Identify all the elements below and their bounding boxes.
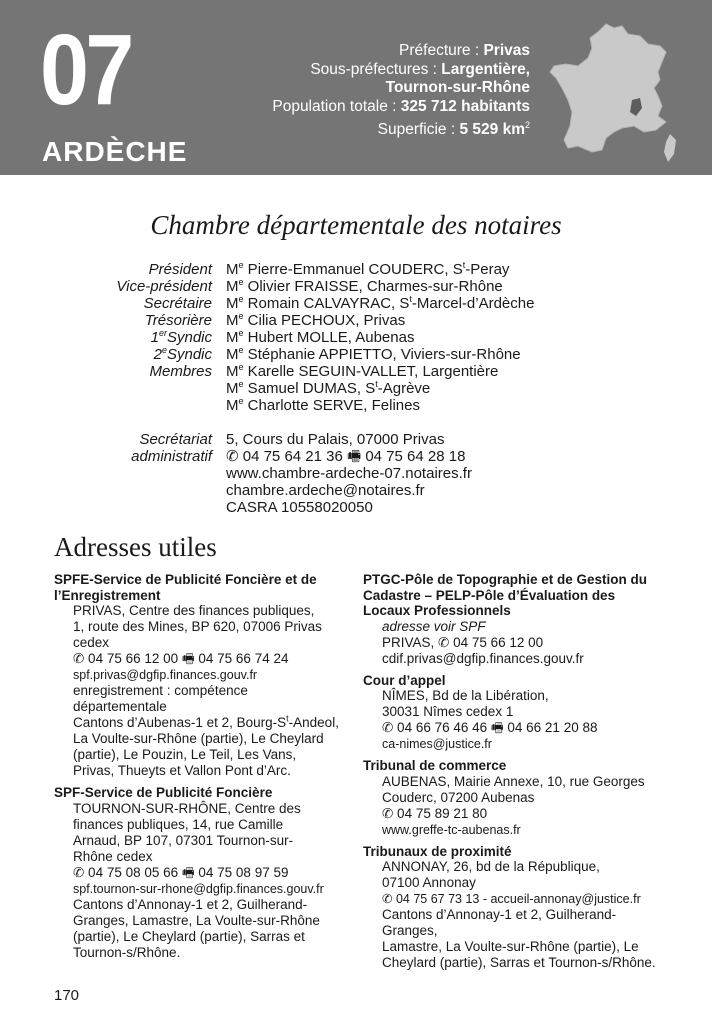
section-title: Tribunaux de proximité	[363, 843, 512, 859]
prefix-sup: e	[238, 311, 244, 321]
address-line: cedex	[73, 635, 110, 650]
member-role	[60, 397, 226, 414]
prefix-sup: e	[238, 362, 244, 372]
detail-line: Privas, Thueyts et Vallon Pont d’Arc.	[73, 763, 291, 778]
secretariat-row	[60, 431, 660, 448]
page-number: 170	[54, 987, 80, 1004]
phone-line: ✆ 04 75 67 73 13 - accueil-annonay@justice.fr	[382, 892, 641, 906]
secretariat-value: ✆ 04 75 64 21 36 🖷 04 75 64 28 18	[226, 448, 466, 465]
secretariat-row	[60, 482, 660, 499]
address-line: Arnaud, BP 107, 07301 Tournon-sur-	[73, 832, 294, 848]
prefix-sup: e	[238, 328, 244, 338]
member-row	[60, 295, 660, 312]
address-line: NÎMES, Bd de la Libération,	[382, 688, 549, 703]
population-value: 325 712 habitants	[400, 97, 530, 115]
address-line: Rhône cedex	[73, 848, 153, 864]
member-name: Me Charlotte SERVE, Felines	[226, 396, 420, 414]
secretariat-value: CASRA 10558020050	[226, 499, 373, 516]
member-name: Me Karelle SEGUIN-VALLET, Largentière	[226, 362, 499, 380]
detail-line: Cantons d’Annonay-1 et 2, Guilherand-Granges,	[382, 907, 617, 938]
address-line: PRIVAS, ✆ 04 75 66 12 00	[382, 634, 544, 650]
member-role: 1erSyndic	[150, 328, 212, 346]
member-name: Me Hubert MOLLE, Aubenas	[226, 328, 415, 346]
adresses-right-column	[363, 572, 663, 977]
section-title: SPFE-Service de Publicité Foncière et de l’Enregistrement	[54, 572, 317, 603]
section-title: SPF-Service de Publicité Foncière	[54, 785, 273, 800]
member-role: Trésorière	[144, 312, 212, 329]
superficie-value: 5 529 km	[459, 121, 525, 139]
member-role: Membres	[149, 363, 212, 380]
member-role: 2eSyndic	[153, 345, 212, 363]
spacer	[60, 414, 660, 431]
member-role	[60, 380, 226, 397]
address-line: 30031 Nîmes cedex 1	[382, 704, 514, 719]
section-title: Tribunal de commerce	[363, 758, 507, 773]
detail-line: (partie), Le Pouzin, Le Teil, Les Vans,	[73, 747, 297, 762]
detail-line: ca-nimes@justice.fr	[382, 737, 492, 751]
superficie-label: Superficie :	[377, 121, 460, 139]
address-line: 07100 Annonay	[382, 875, 476, 890]
france-map-icon	[548, 22, 680, 164]
section-body	[363, 619, 663, 667]
member-row	[60, 278, 660, 295]
header-banner	[0, 0, 712, 175]
chambre-members	[60, 261, 660, 516]
department-info	[272, 42, 530, 140]
detail-line: enregistrement : compétence	[73, 683, 248, 698]
role-sup: er	[158, 328, 167, 338]
member-row	[60, 380, 660, 397]
detail-line: Cheylard (partie), Sarras et Tournon-s/Rhône.	[382, 955, 656, 970]
section-body	[363, 688, 663, 752]
prefix-sup: e	[238, 294, 244, 304]
secretariat-value: 5, Cours du Palais, 07000 Privas	[226, 431, 445, 448]
member-row	[60, 346, 660, 363]
section-note: adresse voir SPF	[382, 618, 486, 634]
prefecture-value: Privas	[483, 42, 530, 59]
phone-line: ✆ 04 75 66 12 00 🖷 04 75 66 74 24	[73, 651, 289, 666]
chambre-title: Chambre départementale des notaires	[150, 210, 562, 240]
member-name: Me Samuel DUMAS, $S^t$-Agrève	[226, 379, 431, 397]
prefix-sup: e	[238, 379, 244, 389]
section-body	[363, 859, 663, 971]
address-line: ANNONAY, 26, bd de la République,	[382, 859, 600, 874]
address-line: AUBENAS, Mairie Annexe, 10, rue Georges	[382, 773, 645, 789]
department-number: 07	[40, 14, 131, 126]
detail-line: Tournon-s/Rhône.	[73, 944, 181, 960]
address-line: 1, route des Mines, BP 620, 07006 Privas	[73, 619, 322, 634]
sousprefectures-value-2: Tournon-sur-Rhône	[385, 79, 530, 96]
secretariat-row	[60, 448, 660, 465]
secretariat-row	[60, 465, 660, 482]
member-row	[60, 363, 660, 380]
phone-line: ✆ 04 66 76 46 46 🖷 04 66 21 20 88	[382, 720, 598, 735]
secretariat-label	[60, 499, 226, 516]
detail-line: Lamastre, La Voulte-sur-Rhône (partie), Le	[382, 939, 639, 954]
sousprefectures-value: Largentière,	[441, 60, 530, 78]
section-body	[54, 801, 344, 961]
secretariat-label	[60, 465, 226, 482]
saint-sup: t	[462, 260, 466, 270]
member-row	[60, 261, 660, 278]
member-role: Vice-président	[116, 278, 212, 295]
address-line: cdif.privas@dgfip.finances.gouv.fr	[382, 650, 584, 666]
address-line: Couderc, 07200 Aubenas	[382, 789, 535, 805]
member-name: Me Stéphanie APPIETTO, Viviers-sur-Rhône	[226, 345, 521, 363]
detail-line: départementale	[73, 699, 167, 714]
detail-line: (partie), Le Cheylard (partie), Sarras et	[73, 928, 305, 944]
member-name: Me Romain CALVAYRAC, $S^t-Marcel-d’Ardèche$	[226, 294, 535, 312]
member-row	[60, 397, 660, 414]
member-row	[60, 312, 660, 329]
detail-line: Granges, Lamastre, La Voulte-sur-Rhône	[73, 912, 320, 928]
detail-line: www.greffe-tc-aubenas.fr	[382, 822, 521, 837]
prefecture-label: Préfecture :	[399, 42, 484, 59]
member-role: Président	[148, 261, 212, 278]
department-name: ARDÈCHE	[42, 136, 188, 167]
secretariat-value: www.chambre-ardeche-07.notaires.fr	[226, 465, 472, 482]
detail-line: La Voulte-sur-Rhône (partie), Le Cheylard	[73, 731, 324, 746]
saint-sup: t	[375, 379, 378, 389]
role-sup: e	[161, 345, 167, 355]
phone-line: ✆ 04 75 89 21 80	[382, 805, 488, 821]
prefix-sup: e	[238, 277, 244, 287]
phone-line: ✆ 04 75 08 05 66 🖷 04 75 08 97 59	[73, 864, 289, 880]
detail-line: Cantons d’Aubenas-1 et 2, Bourg-$S^t$-Andeol,	[73, 713, 339, 730]
section-title: PTGC-Pôle de Topographie et de Gestion du Cadastre – PELP-Pôle d’Évaluation des Locaux Professionnels	[363, 572, 648, 618]
prefix-sup: e	[238, 260, 244, 270]
address-line: finances publiques, 14, rue Camille	[73, 816, 284, 832]
member-role: Secrétaire	[143, 295, 212, 312]
member-name: Me Olivier FRAISSE, Charmes-sur-Rhône	[226, 277, 503, 295]
detail-line: spf.tournon-sur-rhone@dgfip.finances.gouv.fr	[73, 881, 324, 896]
section-body	[363, 774, 663, 838]
secretariat-label: administratif	[131, 448, 212, 465]
detail-line: Cantons d’Annonay-1 et 2, Guilherand-	[73, 896, 308, 912]
address-line: TOURNON-SUR-RHÔNE, Centre des	[73, 800, 301, 816]
adresses-left-column	[54, 572, 344, 967]
sousprefectures-label: Sous-préfectures :	[310, 60, 442, 78]
secretariat-label	[60, 482, 226, 499]
detail-line: spf.privas@dgfip.finances.gouv.fr	[73, 668, 258, 682]
section-body	[54, 603, 344, 779]
prefix-sup: e	[238, 396, 244, 406]
secretariat-label: Secrétariat	[139, 431, 212, 448]
secretariat-value: chambre.ardeche@notaires.fr	[226, 482, 425, 499]
prefix-sup: e	[238, 345, 244, 355]
member-name: Me Pierre-Emmanuel COUDERC, $S^t$-Peray	[226, 260, 510, 278]
saint-sup: t	[409, 294, 412, 304]
superficie-sup: 2	[524, 120, 530, 130]
saint-sup: t	[286, 713, 289, 724]
adresses-title: Adresses utiles	[54, 532, 217, 562]
address-line: PRIVAS, Centre des finances publiques,	[73, 603, 315, 618]
secretariat-row	[60, 499, 660, 516]
population-label: Population totale :	[272, 97, 401, 115]
member-row	[60, 329, 660, 346]
member-name: Me Cilia PECHOUX, Privas	[226, 311, 406, 329]
section-title: Cour d’appel	[363, 672, 446, 688]
